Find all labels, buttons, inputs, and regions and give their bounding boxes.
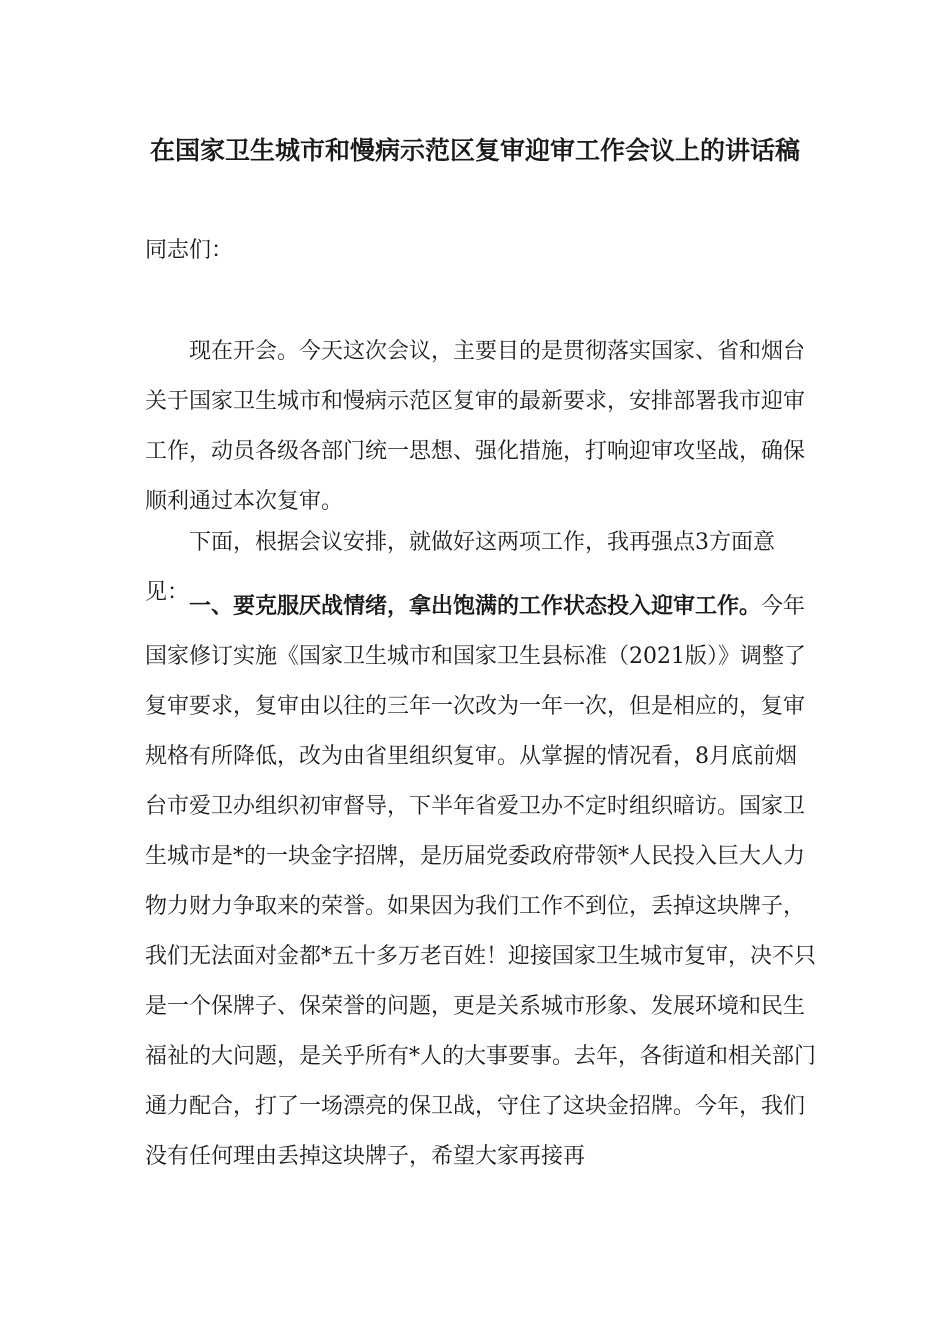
salutation: 同志们： — [145, 238, 234, 263]
section-1 — [145, 581, 817, 1182]
section-1-body: 今年国家修订实施《国家卫生城市和国家卫生县标准（2021版）》调整了复审要求，复审由以往的三年一次改为一年一次，但是相应的，复审规格有所降低，改为由省里组织复审。从掌握的情况看，8月底前烟台市爱卫办组织初审督导，下半年省爱卫办不定时组织暗访。国家卫生城市是*的一块金字招牌，是历届党委政府带领*人民投入巨大人力物力财力争取来的荣誉。如果因为我们工作不到位，丢掉这块牌子，我们无法面对金都*五十多万老百姓！迎接国家卫生城市复审，决不只是一个保牌子、保荣誉的问题，更是关系城市形象、发展环境和民生福祉的大问题，是关乎所有*人的大事要事。去年，各街道和相关部门通力配合，打了一场漂亮的保卫战，守住了这块金招牌。今年，我们没有任何理由丢掉这块牌子，希望大家再接再 — [145, 594, 817, 1169]
paragraph-opening: 现在开会。今天这次会议，主要目的是贯彻落实国家、省和烟台关于国家卫生城市和慢病示范区复审的最新要求，安排部署我市迎审工作，动员各级各部门统一思想、强化措施，打响迎审攻坚战，确保顺利通过本次复审。 — [145, 339, 806, 514]
document-title: 在国家卫生城市和慢病示范区复审迎审工作会议上的讲话稿 — [149, 136, 800, 165]
paragraph-intro: 下面，根据会议安排，就做好这两项工作，我再强点3方面意见： — [145, 530, 775, 605]
section-1-heading: 一、要克服厌战情绪，拿出饱满的工作状态投入迎审工作。 — [189, 593, 762, 619]
